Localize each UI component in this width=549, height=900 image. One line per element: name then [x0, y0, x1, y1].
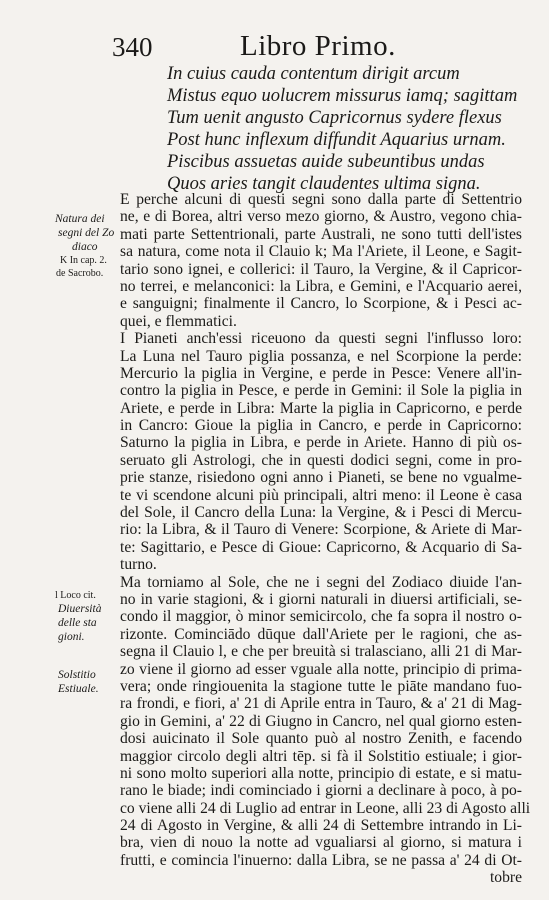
text-line: E perche alcuni di questi segni sono dalla parte di Settentrio: [120, 191, 522, 208]
margin-note-solstitio: Solstitio: [58, 669, 96, 681]
text-line: Mercurio la piglia in Vergine, e perde in Pesce: Venere all'in-: [120, 364, 522, 382]
text-line: segna il Clauio l, e che per breuità si tralasciano, alli 21 di Mar-: [120, 643, 522, 661]
margin-note-solstitio: Estiuale.: [58, 683, 99, 695]
text-line: quei, e flemmatici.: [120, 312, 237, 330]
text-line: del Sole, il Cancro della Luna: la Vergine, & i Pesci di Mercu-: [120, 504, 522, 522]
text-line: La Luna nel Tauro piglia possanza, e nel Scorpione la perde:: [120, 347, 522, 365]
text-line: e sanguigni; finalmente il Cancro, lo Scorpione, & i Pesci ac-: [120, 295, 522, 313]
text-line: te: Sagittario, e Pesce di Gioue: Capricorno, & Acquario di Sa-: [120, 538, 522, 556]
text-line: mati parte Settentrionali, parte Australi, ne sono tutti dell'istes: [120, 225, 522, 243]
body-text: [120, 191, 531, 887]
running-title: Libro Primo.: [240, 30, 396, 62]
text-line: maggior circolo degli altri tēp. si fà il Solstitio estiuale; i gior-: [120, 747, 522, 765]
verse-line: Post hunc inflexum diffundit Aquarius urnam.: [167, 130, 506, 150]
margin-note-natura: diaco: [72, 241, 98, 253]
text-line: gio in Gemini, a' 22 di Giugno in Cancro, nel qual giorno esten-: [120, 712, 522, 730]
text-line: rio: la Libra, & il Tauro di Venere: Scorpione, & Ariete di Mar-: [120, 521, 522, 539]
margin-note-clauio-ref: de Sacrobo.: [56, 268, 104, 279]
text-line: dosi auicinato il Sole quanto può al nostro Zenith, e facendo: [120, 730, 522, 748]
margin-note-diuersita: Diuersità: [58, 603, 102, 615]
text-line: co viene alli 24 di Luglio ad entrar in Leone, alli 23 di Agosto alli: [120, 799, 531, 817]
text-line: Ma torniamo al Sole, che ne i segni del Zodiaco diuide l'an-: [120, 573, 522, 591]
text-line: rano le biade; indi cominciado i giorni a declinare à poco, à po-: [120, 782, 522, 800]
text-line: contro la piglia in Pesce, e perde in Gemini: il Sole la piglia in: [120, 382, 522, 400]
text-line: seruato gli Astrologi, che in questi dodici segni, come in pro-: [120, 451, 522, 469]
margin-note-natura: Natura dei: [55, 213, 105, 225]
text-line: no terrei, e melanconici: la Libra, e Gemini, e l'Acquario aerei,: [120, 277, 522, 295]
verse-line: Tum uenit angusto Capricornus sydere flexus: [167, 108, 502, 128]
text-line: I Pianeti anch'essi riceuono da questi segni l'influsso loro:: [120, 330, 522, 348]
text-line: ra frondi, e fiori, a' 21 di Aprile entra in Tauro, & a' 21 di Mag-: [120, 695, 522, 713]
text-line: Ariete, e perde in Libra: Marte la piglia in Capricorno, e perde: [120, 399, 522, 417]
page-header: [112, 30, 522, 66]
text-line: ni sono molto superiori alla notte, principio di estate, e si matu-: [120, 764, 522, 782]
page-number: 340: [112, 32, 153, 62]
text-line: vera; onde ringiouenita la stagione tutte le piāte mandano fuo-: [120, 677, 522, 695]
margin-note-loco: l Loco cit.: [55, 590, 96, 601]
text-line: prie stanze, risiedono ogni anno i Pianeti, se bene no vgualme-: [120, 469, 522, 487]
verse-line: Quos aries tangit claudentes ultima signa.: [167, 174, 481, 194]
text-line: te vi scendone alcuni più principali, altri meno: il Leone è casa: [120, 486, 522, 504]
verse-line: Piscibus assuetas auide subeuntibus undas: [167, 152, 485, 172]
text-line: in Cancro: Gioue la piglia in Cancro, e perde in Capricorno:: [120, 417, 522, 435]
margin-note-clauio-ref: K In cap. 2.: [60, 255, 107, 266]
text-line: rizonte. Cominciādo dūque dall'Ariete per le ragioni, che as-: [120, 625, 522, 643]
text-line: no in varie stagioni, & i giorni naturali in diuersi artificiali, se-: [120, 590, 522, 608]
margin-note-natura: segni del Zo: [58, 227, 115, 239]
text-line: turno.: [120, 556, 157, 574]
text-line: condo il maggior, ò minor semicircolo, che fa sopra il nostro o-: [120, 608, 522, 626]
text-line: tario sono ignei, e collerici: il Tauro, la Vergine, & il Capricor-: [120, 260, 522, 278]
verse-line: In cuius cauda contentum dirigit arcum: [167, 64, 460, 84]
latin-verse: [167, 63, 517, 195]
text-line: zo viene il giorno ad esser vguale alla notte, principio di prima-: [120, 660, 522, 678]
margin-note-diuersita: gioni.: [58, 631, 85, 643]
catchword: tobre: [489, 869, 522, 887]
text-line: 24 di Agosto in Vergine, & alli 24 di Settembre intrando in Li-: [120, 817, 522, 835]
text-line: frutti, e comincia l'inuerno: dalla Libra, se ne passa a' 24 di Ot-: [120, 851, 522, 869]
text-line: bra, vien di nouo la notte ad vgualiarsi al giorno, si matura i: [120, 834, 522, 852]
margin-note-diuersita: delle sta: [58, 617, 97, 629]
text-line: ne, e di Borea, altri verso mezo giorno, & Austro, vegono chia-: [120, 208, 522, 226]
text-line: Saturno la piglia in Libra, e perde in Ariete. Hanno di più os-: [120, 434, 522, 452]
text-line: sa natura, come nota il Clauio k; Ma l'Ariete, il Leone, e Sagit-: [120, 243, 522, 261]
verse-line: Mistus equo uolucrem missurus iamq; sagittam: [167, 86, 518, 106]
margin-notes: [0, 0, 118, 900]
